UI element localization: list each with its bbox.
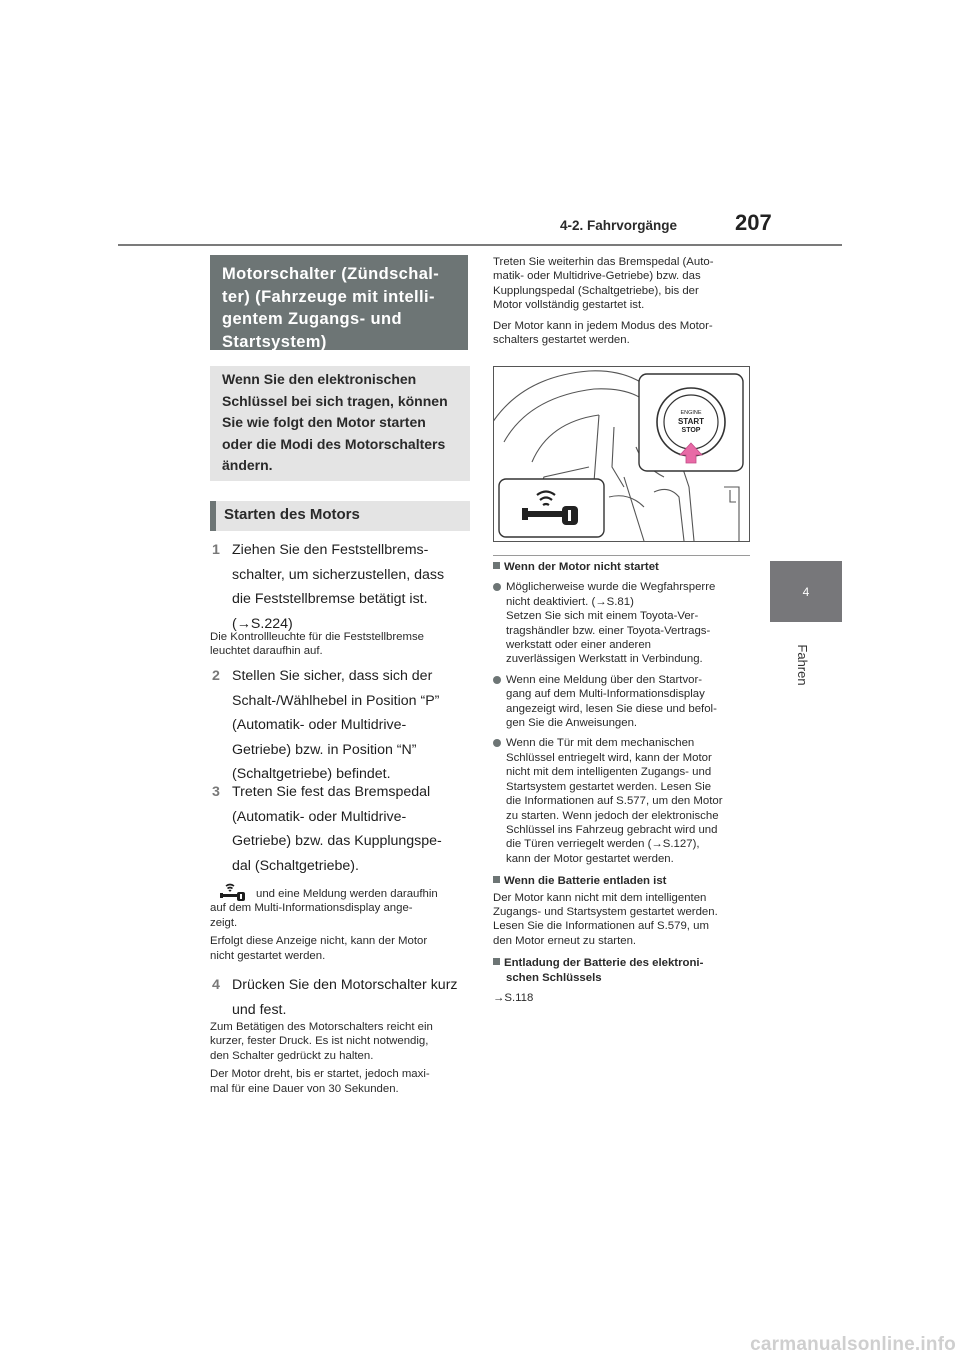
intro-line: Schlüssel bei sich tragen, können [222, 392, 448, 409]
step-line: dal (Schaltgetriebe). [232, 857, 359, 874]
page-reference: →S.118 [493, 991, 534, 1004]
text-line: Der Motor kann in jedem Modus des Motor- [493, 319, 713, 332]
step-number: 1 [212, 542, 220, 558]
square-bullet-icon [493, 958, 500, 965]
note-line: den Schalter gedrückt zu halten. [210, 1049, 374, 1062]
step-text [232, 780, 476, 878]
step-line: (Automatik- oder Multidrive- [232, 717, 407, 734]
step-line: (Automatik- oder Multidrive- [232, 808, 407, 825]
button-label-engine: ENGINE [680, 410, 702, 416]
note-line: Zum Betätigen des Motorschalters reicht ein [210, 1021, 433, 1033]
notes-divider [493, 555, 750, 556]
intro-line: Wenn Sie den elektronischen [222, 371, 417, 387]
note-line: und eine Meldung werden daraufhin [210, 883, 470, 901]
text-line: Motor vollständig gestartet ist. [493, 299, 645, 312]
section-heading-box [210, 255, 468, 350]
watermark: carmanualsonline.info [750, 1334, 956, 1355]
step-line: Ziehen Sie den Feststellbrems- [232, 542, 429, 558]
text-line: Treten Sie weiterhin das Bremspedal (Auto- [493, 256, 714, 268]
step-line: schalter, um sicherzustellen, dass [232, 566, 445, 583]
intro-box [210, 366, 470, 481]
square-bullet-icon [493, 876, 500, 883]
page-number: 207 [735, 210, 772, 235]
note-line: Die Kontrollleuchte für die Feststellbremse [210, 631, 424, 643]
heading-line: Startsystem) [222, 332, 327, 351]
note-line: Der Motor dreht, bis er startet, jedoch maxi- [210, 1068, 430, 1081]
note-line: leuchtet daraufhin auf. [210, 645, 323, 658]
intro-line: oder die Modi des Motorschalters [222, 435, 446, 452]
text-line: Kupplungspedal (Schaltgetriebe), bis der [493, 284, 699, 297]
chapter-tab [770, 561, 842, 622]
chapter-number: 4 [802, 584, 810, 599]
step-text [232, 973, 476, 1022]
step-text [232, 664, 476, 787]
note-heading: Wenn die Batterie entladen ist [493, 874, 755, 888]
key-indicator-icon [218, 883, 248, 901]
step-line: und fest. [232, 1001, 287, 1018]
step-number: 4 [212, 977, 220, 993]
step-line: Drücken Sie den Motorschalter kurz [232, 977, 458, 993]
step-line: Schalt-/Wählhebel in Position “P” [232, 692, 440, 709]
text-line: matik- oder Multidrive-Getriebe) bzw. das [493, 270, 701, 283]
step-4-note [210, 1020, 470, 1096]
note-line: mal für eine Dauer von 30 Sekunden. [210, 1082, 399, 1095]
bullet-item: Wenn eine Meldung über den Startvor- gang auf dem Multi-Informationsdisplay angezeigt wird, lesen Sie diese und befol- gen Sie die Anweisungen. [493, 673, 755, 731]
subheading: Starten des Motors [210, 501, 470, 531]
heading-line: Motorschalter (Zündschal- [222, 265, 440, 283]
note-body: Der Motor kann nicht mit dem intelligenten Zugangs- und Startsystem gestartet werden. Lesen Sie die Informationen auf S.579, um den Motor erneut zu starten. [493, 891, 718, 947]
step-line: Treten Sie fest das Bremspedal [232, 784, 431, 800]
button-label-start: START [677, 417, 705, 426]
note-line: zeigt. [210, 916, 238, 929]
chapter-label: Fahren [795, 644, 811, 686]
square-bullet-icon [493, 562, 500, 569]
bullet-dot-icon [493, 739, 501, 747]
bullet-dot-icon [493, 583, 501, 591]
right-notes [493, 560, 755, 1005]
note-line: auf dem Multi-Informationsdisplay ange- [210, 902, 413, 915]
intro-line: Sie wie folgt den Motor starten [222, 414, 426, 430]
dashboard-illustration [493, 366, 750, 542]
section-title: 4-2. Fahrvorgänge [560, 218, 678, 233]
step-3-note [210, 883, 470, 963]
note-heading: Entladung der Batterie des elektroni- schen Schlüssels [493, 956, 755, 985]
note-heading: Wenn der Motor nicht startet [493, 560, 755, 574]
step-line: (Schaltgetriebe) befindet. [232, 766, 391, 783]
button-label-stop: STOP [681, 427, 701, 434]
step-line: die Feststellbremse betätigt ist. [232, 591, 428, 608]
bullet-item: Möglicherweise wurde die Wegfahrsperre nicht deaktiviert. (→S.81) Setzen Sie sich mit einem Toyota-Ver- tragshändler bzw. einer Toyota-Vertrags- werkstatt oder einer anderen zuverlässigen Werkstatt in Verbindung. [493, 580, 755, 666]
bullet-item: Wenn die Tür mit dem mechanischen Schlüssel entriegelt wird, kann der Motor nicht mit dem intelligenten Zugangs- und Startsystem gestartet werden. Lesen Sie die Informationen auf S.577, um den Motor zu starten. Wenn jedoch der elektronische Schlüssel ins Fahrzeug gebracht wird und die Türen verriegelt werden (→S.127), kann der Motor gestartet werden. [493, 736, 755, 866]
right-intro [493, 255, 755, 347]
intro-line: ändern. [222, 457, 273, 473]
note-line: kurzer, fester Druck. Es ist nicht notwendig, [210, 1035, 429, 1048]
note-line: Erfolgt diese Anzeige nicht, kann der Motor [210, 935, 428, 948]
step-line: Getriebe) bzw. das Kupplungspe- [232, 833, 442, 850]
step-line: (→S.224) [232, 615, 293, 632]
dashboard-drawing [494, 367, 749, 541]
heading-line: ter) (Fahrzeuge mit intelli- [222, 287, 435, 306]
note-line: nicht gestartet werden. [210, 949, 326, 962]
step-1-note [210, 630, 470, 659]
step-text [232, 538, 476, 636]
header-rule [118, 244, 842, 246]
step-line: Stellen Sie sicher, dass sich der [232, 668, 433, 684]
heading-line: gentem Zugangs- und [222, 310, 402, 328]
step-number: 3 [212, 784, 220, 800]
step-number: 2 [212, 668, 220, 684]
text-line: schalters gestartet werden. [493, 334, 630, 347]
step-line: Getriebe) bzw. in Position “N” [232, 741, 417, 758]
bullet-dot-icon [493, 676, 501, 684]
